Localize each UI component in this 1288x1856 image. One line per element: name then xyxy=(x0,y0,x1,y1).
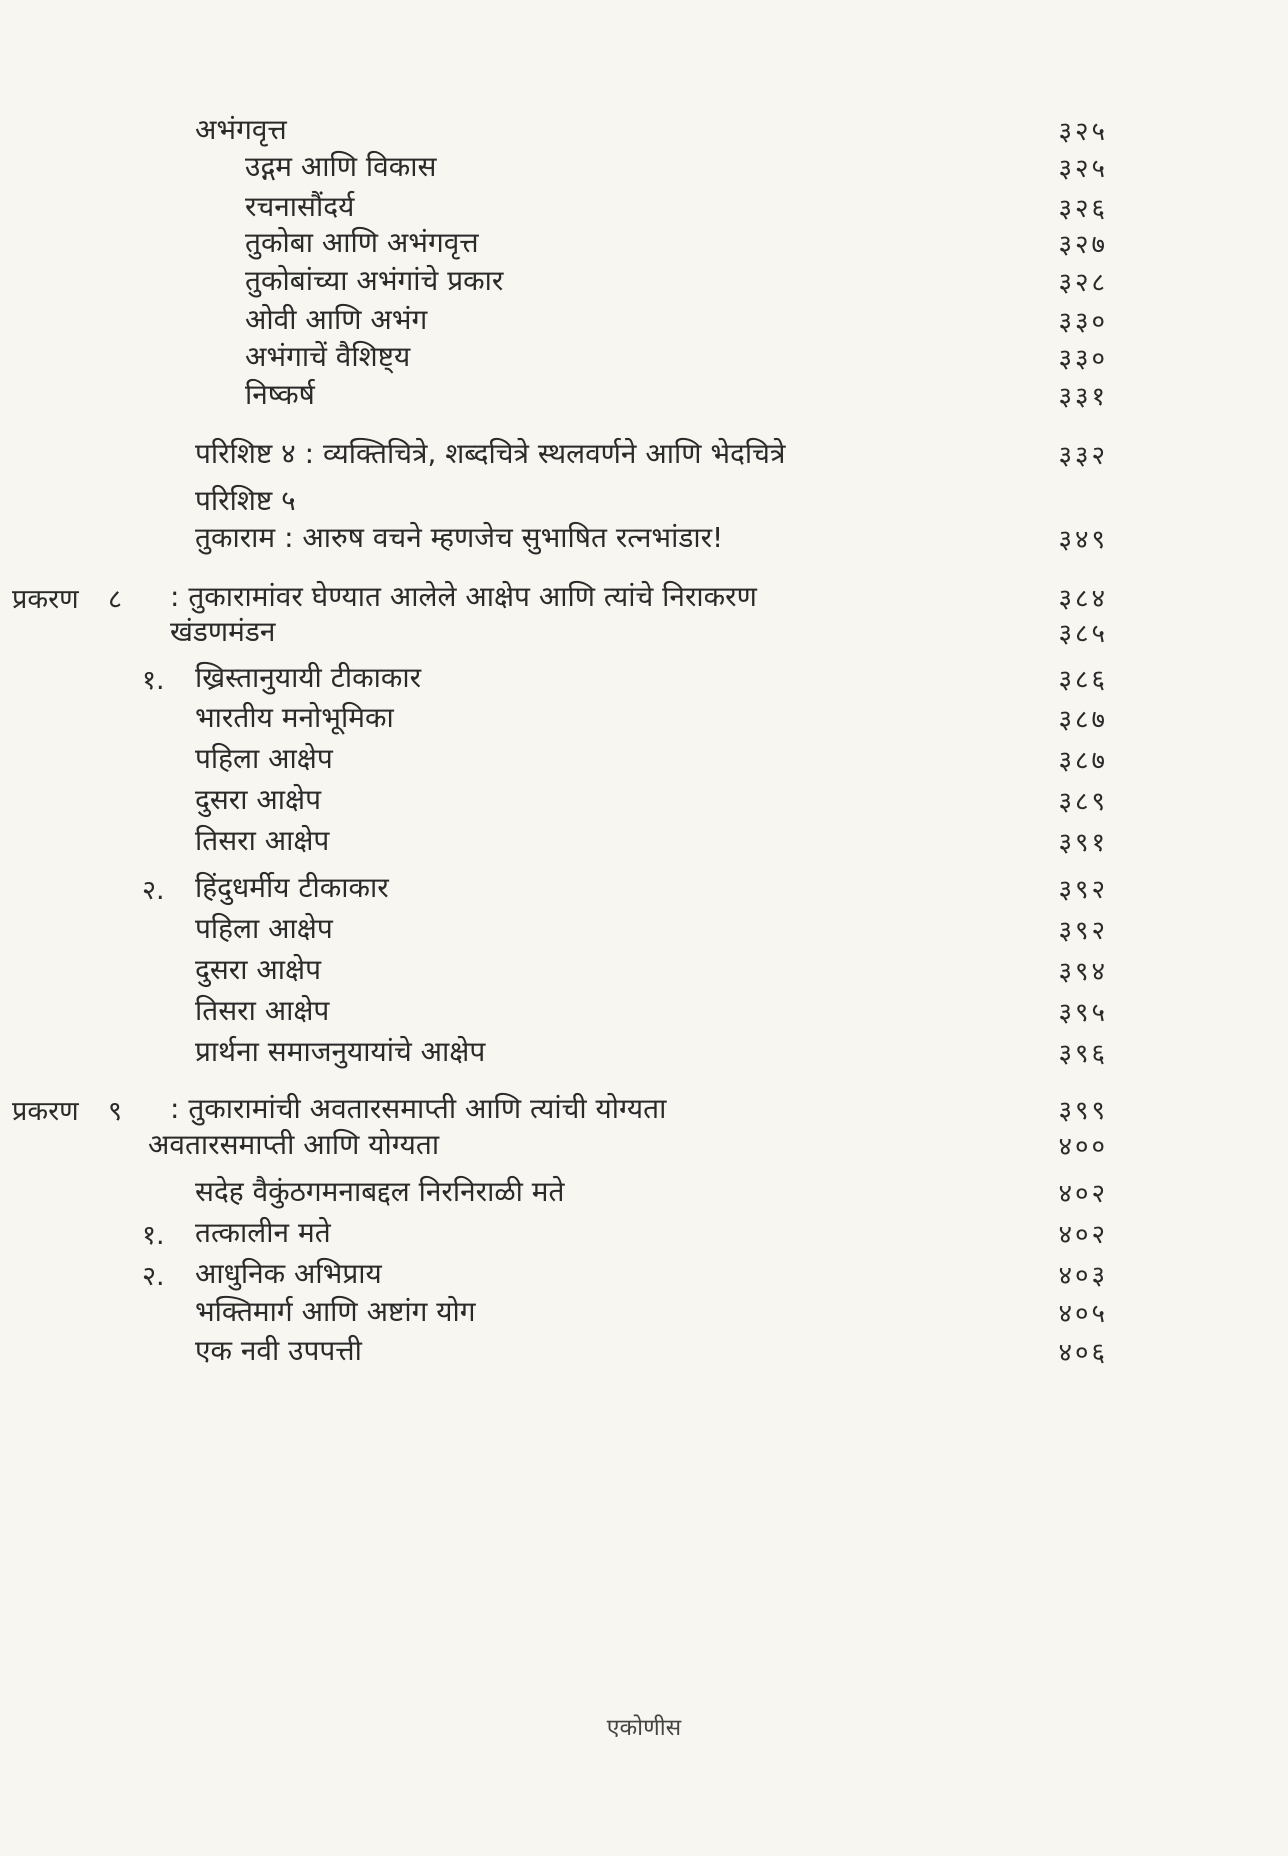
toc-entry xyxy=(0,989,1288,1029)
entry-title: तुकोबांच्या अभंगांचे प्रकार xyxy=(245,264,504,297)
entry-title: दुसरा आक्षेप xyxy=(195,953,321,986)
entry-title: तिसरा आक्षेप xyxy=(195,994,330,1027)
section-number: १. xyxy=(142,1220,165,1251)
section-number: २. xyxy=(142,1261,165,1292)
toc-entry xyxy=(0,145,1288,185)
page-number: ३३० xyxy=(1058,307,1108,337)
toc-entry xyxy=(0,737,1288,777)
toc-entry xyxy=(0,516,1288,556)
page-number: ३९२ xyxy=(1058,916,1108,946)
toc-entry xyxy=(0,1087,1288,1127)
page-number: ३२५ xyxy=(1058,117,1108,147)
page-number: ३४९ xyxy=(1058,525,1108,555)
page-number: ३८६ xyxy=(1058,665,1108,695)
page-number: ३८४ xyxy=(1058,584,1108,614)
entry-title: निष्कर्ष xyxy=(245,378,315,411)
page-number: ३९९ xyxy=(1058,1096,1108,1126)
entry-title: हिंदुधर्मीय टीकाकार xyxy=(195,871,389,904)
entry-title: पहिला आक्षेप xyxy=(195,742,333,775)
page-number: ३३० xyxy=(1058,344,1108,374)
chapter-number: ८ xyxy=(108,584,123,615)
page-number: ३३२ xyxy=(1058,441,1108,471)
entry-title: प्रार्थना समाजनुयायांचे आक्षेप xyxy=(195,1035,486,1068)
toc-entry xyxy=(0,696,1288,736)
toc-entry xyxy=(0,575,1288,615)
entry-title: पहिला आक्षेप xyxy=(195,912,333,945)
entry-title: ओवी आणि अभंग xyxy=(245,303,428,336)
page-number: ३९१ xyxy=(1058,828,1108,858)
toc-entry xyxy=(0,479,1288,519)
entry-title: दुसरा आक्षेप xyxy=(195,783,321,816)
entry-title: अवतारसमाप्ती आणि योग्यता xyxy=(148,1128,440,1161)
toc-entry xyxy=(0,1252,1288,1292)
page-number: ४०६ xyxy=(1058,1338,1108,1368)
entry-title: भक्तिमार्ग आणि अष्टांग योग xyxy=(195,1295,476,1328)
entry-title: तिसरा आक्षेप xyxy=(195,824,330,857)
entry-title: आधुनिक अभिप्राय xyxy=(195,1257,382,1290)
page-number: ३८९ xyxy=(1058,787,1108,817)
toc-entry xyxy=(0,185,1288,225)
page-number: ३२६ xyxy=(1058,194,1108,224)
entry-title: ख्रिस्तानुयायी टीकाकार xyxy=(195,661,422,694)
page-number: ३२५ xyxy=(1058,154,1108,184)
page-number: ३९५ xyxy=(1058,998,1108,1028)
toc-entry xyxy=(0,610,1288,650)
toc-entry xyxy=(0,1170,1288,1210)
page-number: ३९२ xyxy=(1058,875,1108,905)
entry-title: : तुकारामांवर घेण्यात आलेले आक्षेप आणि त्यांचे निराकरण xyxy=(170,580,757,613)
entry-title: अभंगाचें वैशिष्ट्य xyxy=(245,340,411,373)
toc-entry xyxy=(0,819,1288,859)
entry-title: तुकाराम : आरुष वचने म्हणजेच सुभाषित रत्नभांडार! xyxy=(195,521,724,554)
entry-title: रचनासौंदर्य xyxy=(245,190,355,223)
toc-entry xyxy=(0,1290,1288,1330)
toc-entry xyxy=(0,1123,1288,1163)
chapter-label: प्रकरण xyxy=(12,584,79,615)
toc-entry xyxy=(0,778,1288,818)
section-number: १. xyxy=(142,665,165,696)
page-number: ४०२ xyxy=(1058,1220,1108,1250)
entry-title: अभंगवृत्त xyxy=(195,113,287,146)
section-number: २. xyxy=(142,875,165,906)
entry-title: उद्गम आणि विकास xyxy=(245,150,437,183)
toc-entry xyxy=(0,259,1288,299)
page-number: ३३१ xyxy=(1058,382,1108,412)
page-folio: एकोणीस xyxy=(606,1715,682,1741)
toc-entry xyxy=(0,656,1288,696)
toc-entry xyxy=(0,221,1288,261)
page-number: ३२७ xyxy=(1058,230,1108,260)
page-number: ३९४ xyxy=(1058,957,1108,987)
toc-entry xyxy=(0,1030,1288,1070)
toc-entry xyxy=(0,335,1288,375)
entry-title: : तुकारामांची अवतारसमाप्ती आणि त्यांची योग्यता xyxy=(170,1092,667,1125)
entry-title: सदेह वैकुंठगमनाबद्दल निरनिराळी मते xyxy=(195,1175,565,1208)
entry-title: खंडणमंडन xyxy=(170,615,276,648)
page-number: ३९६ xyxy=(1058,1039,1108,1069)
page-number: ३२८ xyxy=(1058,268,1108,298)
toc-entry xyxy=(0,108,1288,148)
toc-entry xyxy=(0,373,1288,413)
chapter-number: ९ xyxy=(108,1096,123,1127)
toc-entry xyxy=(0,866,1288,906)
toc-entry xyxy=(0,1211,1288,1251)
toc-entry xyxy=(0,432,1288,472)
toc-entry xyxy=(0,948,1288,988)
entry-title: तत्कालीन मते xyxy=(195,1216,331,1249)
page-number: ३८७ xyxy=(1058,705,1108,735)
toc-entry xyxy=(0,1329,1288,1369)
entry-title: परिशिष्ट ४ : व्यक्तिचित्रे, शब्दचित्रे स्थलवर्णने आणि भेदचित्रे xyxy=(195,437,786,470)
entry-title: एक नवी उपपत्ती xyxy=(195,1334,362,1367)
page-number: ४०२ xyxy=(1058,1179,1108,1209)
toc-entry xyxy=(0,298,1288,338)
entry-title: तुकोबा आणि अभंगवृत्त xyxy=(245,226,479,259)
page-number: ४०० xyxy=(1058,1132,1108,1162)
entry-title: परिशिष्ट ५ xyxy=(195,484,296,517)
chapter-label: प्रकरण xyxy=(12,1096,79,1127)
page-number: ३८७ xyxy=(1058,746,1108,776)
entry-title: भारतीय मनोभूमिका xyxy=(195,701,394,734)
toc-entry xyxy=(0,907,1288,947)
page-number: ४०३ xyxy=(1058,1261,1108,1291)
page-number: ४०५ xyxy=(1058,1299,1108,1329)
page-number: ३८५ xyxy=(1058,619,1108,649)
